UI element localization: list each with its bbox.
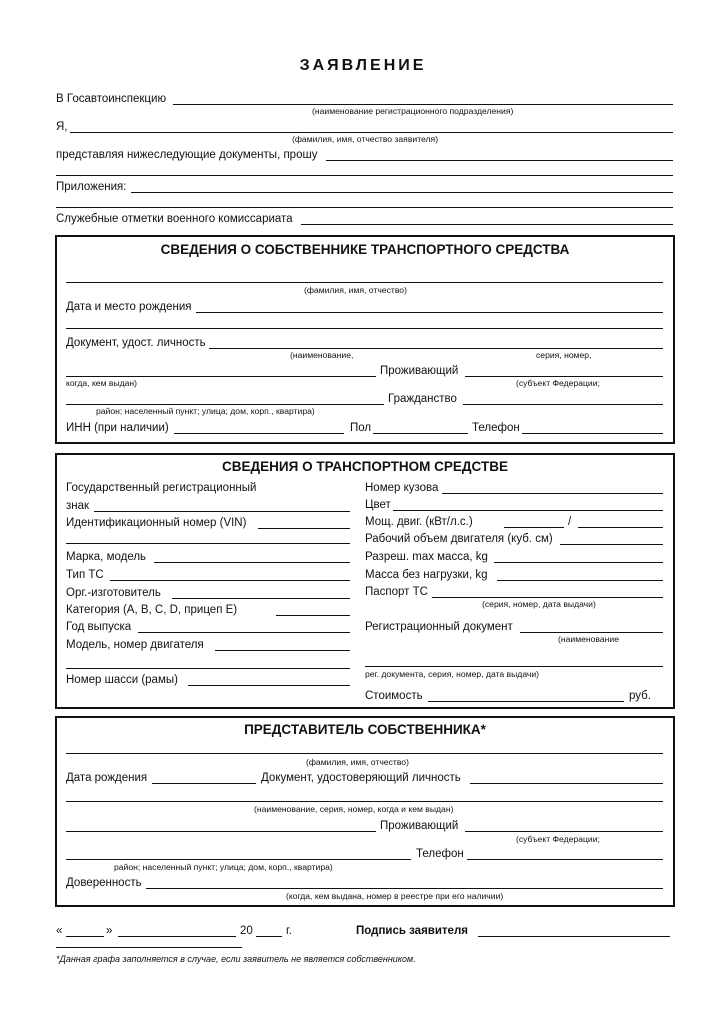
vin-field[interactable] bbox=[258, 528, 350, 529]
owner-name-hint: (наименование, bbox=[290, 350, 354, 360]
year-label: Год выпуска bbox=[66, 621, 132, 633]
reg-sign-label-2: знак bbox=[66, 500, 90, 512]
make-field[interactable] bbox=[154, 562, 350, 563]
owner-address-hint: район; населенный пункт; улица; дом, корп., квартира) bbox=[96, 406, 315, 416]
rep-id-doc-field[interactable] bbox=[470, 783, 663, 784]
docs-field[interactable] bbox=[326, 160, 673, 161]
quote-open: « bbox=[56, 925, 63, 937]
body-label: Номер кузова bbox=[365, 482, 439, 494]
signature-label: Подпись заявителя bbox=[356, 925, 468, 937]
reg-doc-field[interactable] bbox=[520, 632, 663, 633]
fio-hint: (фамилия, имя, отчество заявителя) bbox=[292, 134, 439, 144]
owner-issued-hint: когда, кем выдан) bbox=[66, 378, 138, 388]
rep-poa-hint: (когда, кем выдана, номер в реестре при его наличии) bbox=[286, 891, 504, 901]
rep-residing-field-1[interactable] bbox=[66, 831, 376, 832]
footnote-divider bbox=[56, 947, 242, 948]
body-field[interactable] bbox=[442, 493, 663, 494]
military-label: Служебные отметки военного комиссариата bbox=[56, 213, 293, 225]
rep-poa-field[interactable] bbox=[146, 888, 663, 889]
color-field[interactable] bbox=[393, 510, 663, 511]
rep-birth-label: Дата рождения bbox=[66, 772, 148, 784]
owner-title: СВЕДЕНИЯ О СОБСТВЕННИКЕ ТРАНСПОРТНОГО СРЕДСТВА bbox=[160, 242, 570, 257]
quote-close: » bbox=[106, 925, 113, 937]
owner-birth-label: Дата и место рождения bbox=[66, 301, 192, 313]
docs-field-2[interactable] bbox=[56, 175, 673, 176]
type-label: Тип ТС bbox=[66, 569, 104, 581]
passport-field[interactable] bbox=[432, 597, 663, 598]
ya-label: Я, bbox=[56, 121, 68, 133]
reg-doc-label: Регистрационный документ bbox=[365, 621, 513, 633]
chassis-label: Номер шасси (рамы) bbox=[66, 674, 178, 686]
owner-fio-field[interactable] bbox=[66, 282, 663, 283]
attach-label: Приложения: bbox=[56, 181, 127, 193]
rep-phone-field[interactable] bbox=[467, 859, 663, 860]
owner-birth-field[interactable] bbox=[196, 312, 663, 313]
rep-id-field-2[interactable] bbox=[66, 801, 663, 802]
rep-residing-field[interactable] bbox=[465, 831, 663, 832]
vin-field-2[interactable] bbox=[66, 543, 350, 544]
rep-address-hint: район; населенный пункт; улица; дом, корп., квартира) bbox=[114, 862, 333, 872]
max-mass-field[interactable] bbox=[494, 562, 663, 563]
reg-sign-label: Государственный регистрационный bbox=[66, 482, 257, 494]
rep-phone-label: Телефон bbox=[416, 848, 464, 860]
owner-inn-field[interactable] bbox=[174, 433, 344, 434]
empty-mass-label: Масса без нагрузки, kg bbox=[365, 569, 488, 581]
rep-id-doc-label: Документ, удостоверяющий личность bbox=[261, 772, 461, 784]
owner-birth-field-2[interactable] bbox=[66, 328, 663, 329]
engine-field-2[interactable] bbox=[66, 668, 350, 669]
owner-sex-field[interactable] bbox=[373, 433, 468, 434]
reg-doc-field-2[interactable] bbox=[365, 666, 663, 667]
chassis-field[interactable] bbox=[188, 685, 350, 686]
owner-residing-field[interactable] bbox=[465, 376, 663, 377]
cost-field[interactable] bbox=[428, 701, 624, 702]
year-field[interactable] bbox=[138, 632, 350, 633]
rep-poa-label: Доверенность bbox=[66, 877, 142, 889]
owner-fio-hint: (фамилия, имя, отчество) bbox=[304, 285, 407, 295]
owner-subject-hint: (субъект Федерации; bbox=[516, 378, 600, 388]
owner-address-field[interactable] bbox=[66, 404, 384, 405]
empty-mass-field[interactable] bbox=[497, 580, 663, 581]
make-label: Марка, модель bbox=[66, 551, 147, 563]
rep-subject-hint: (субъект Федерации; bbox=[516, 834, 600, 844]
passport-hint: (серия, номер, дата выдачи) bbox=[482, 599, 596, 609]
owner-phone-field[interactable] bbox=[522, 433, 663, 434]
gai-hint: (наименование регистрационного подразделения) bbox=[312, 106, 514, 116]
owner-id-doc-label: Документ, удост. личность bbox=[66, 337, 206, 349]
engine-label: Модель, номер двигателя bbox=[66, 639, 204, 651]
volume-field[interactable] bbox=[560, 544, 663, 545]
owner-issued-field[interactable] bbox=[66, 376, 376, 377]
reg-doc-hint: (наименование bbox=[558, 634, 619, 644]
engine-field[interactable] bbox=[215, 650, 350, 651]
rep-address-field[interactable] bbox=[66, 859, 411, 860]
signature-field[interactable] bbox=[478, 936, 670, 937]
year-prefix: 20 bbox=[240, 925, 253, 937]
passport-label: Паспорт ТС bbox=[365, 586, 428, 598]
vin-label: Идентификационный номер (VIN) bbox=[66, 517, 247, 529]
owner-sex-label: Пол bbox=[350, 422, 372, 434]
color-label: Цвет bbox=[365, 499, 391, 511]
page-title: ЗАЯВЛЕНИЕ bbox=[299, 57, 427, 74]
power-hp-field[interactable] bbox=[578, 527, 663, 528]
vehicle-title: СВЕДЕНИЯ О ТРАНСПОРТНОМ СРЕДСТВЕ bbox=[222, 459, 508, 474]
power-separator: / bbox=[568, 516, 572, 528]
gai-label: В Госавтоинспекцию bbox=[56, 93, 167, 105]
military-field[interactable] bbox=[301, 224, 673, 225]
rep-id-hint: (наименование, серия, номер, когда и кем выдан) bbox=[254, 804, 454, 814]
manufacturer-field[interactable] bbox=[172, 598, 350, 599]
owner-citizenship-label: Гражданство bbox=[388, 393, 457, 405]
rep-fio-field[interactable] bbox=[66, 753, 663, 754]
attach-field-2[interactable] bbox=[56, 207, 673, 208]
reg-sign-field[interactable] bbox=[94, 511, 350, 512]
cost-unit: руб. bbox=[629, 690, 651, 702]
docs-label: представляя нижеследующие документы, прошу bbox=[56, 149, 318, 161]
attach-field[interactable] bbox=[131, 192, 673, 193]
year-field[interactable] bbox=[256, 936, 282, 937]
power-label: Мощ. двиг. (кВт/л.с.) bbox=[365, 516, 473, 528]
rep-birth-field[interactable] bbox=[152, 783, 256, 784]
rep-residing-label: Проживающий bbox=[380, 820, 459, 832]
max-mass-label: Разреш. max масса, kg bbox=[365, 551, 488, 563]
fio-field[interactable] bbox=[70, 132, 673, 133]
month-field[interactable] bbox=[118, 936, 236, 937]
day-field[interactable] bbox=[66, 936, 104, 937]
owner-phone-label: Телефон bbox=[472, 422, 520, 434]
power-kw-field[interactable] bbox=[504, 527, 564, 528]
owner-residing-label: Проживающий bbox=[380, 365, 459, 377]
category-label: Категория (A, B, C, D, прицеп E) bbox=[66, 604, 238, 616]
category-field[interactable] bbox=[276, 615, 350, 616]
owner-citizenship-field[interactable] bbox=[463, 404, 663, 405]
gai-field[interactable] bbox=[173, 104, 673, 105]
owner-inn-label: ИНН (при наличии) bbox=[66, 422, 169, 434]
type-field[interactable] bbox=[110, 580, 350, 581]
representative-title: ПРЕДСТАВИТЕЛЬ СОБСТВЕННИКА* bbox=[244, 722, 486, 737]
volume-label: Рабочий объем двигателя (куб. см) bbox=[365, 533, 553, 545]
cost-label: Стоимость bbox=[365, 690, 423, 702]
reg-doc-hint-2: рег. документа, серия, номер, дата выдачи) bbox=[365, 669, 540, 679]
owner-series-hint: серия, номер, bbox=[536, 350, 592, 360]
owner-id-doc-field[interactable] bbox=[209, 348, 663, 349]
year-suffix: г. bbox=[286, 925, 292, 937]
footnote: *Данная графа заполняется в случае, если заявитель не является собственником. bbox=[56, 954, 416, 964]
manufacturer-label: Орг.-изготовитель bbox=[66, 587, 161, 599]
rep-fio-hint: (фамилия, имя, отчество) bbox=[306, 757, 409, 767]
